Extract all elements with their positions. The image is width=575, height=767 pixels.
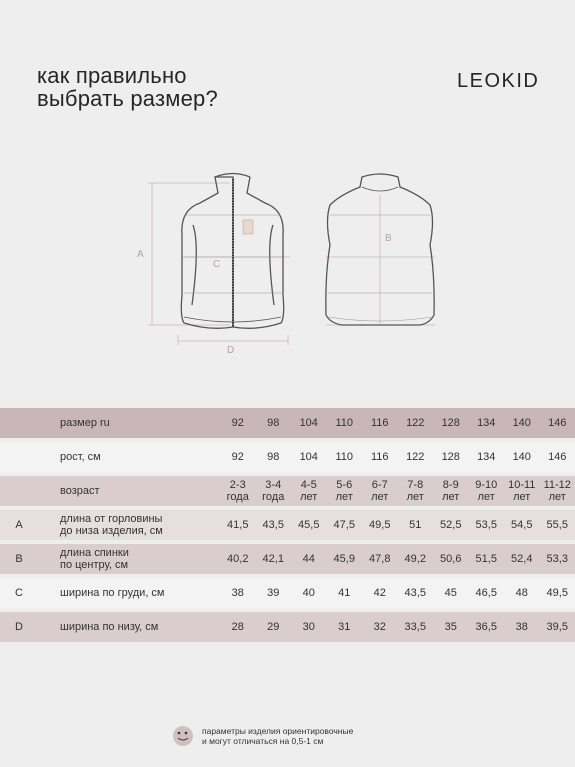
table-cell: 51 (398, 510, 434, 540)
table-cell: 110 (327, 408, 363, 438)
table-cell: 40,2 (220, 544, 256, 574)
table-cell: 92 (220, 442, 256, 472)
table-cell: 46,5 (469, 578, 505, 608)
smiley-icon (172, 725, 194, 747)
table-cell: 38 (504, 612, 540, 642)
row-label: ширина по низу, см (38, 612, 220, 642)
row-key (0, 476, 38, 506)
cell-line: лет (548, 491, 566, 503)
table-cell (469, 476, 505, 506)
table-cell: 140 (504, 442, 540, 472)
cell-line: года (262, 491, 285, 503)
table-cell: 52,4 (504, 544, 540, 574)
table-cell: 45,5 (291, 510, 327, 540)
dimension-label-c: C (213, 259, 221, 270)
table-cell: 55,5 (540, 510, 575, 540)
table-cell: 47,8 (362, 544, 398, 574)
row-label-line: до низа изделия, см (60, 525, 163, 537)
cell-line: лет (477, 491, 495, 503)
table-cell: 104 (291, 442, 327, 472)
table-cell (327, 476, 363, 506)
table-cell: 38 (220, 578, 256, 608)
table-row (0, 578, 575, 608)
note-line-2: и могут отличаться на 0,5-1 см (202, 736, 324, 746)
table-cell: 104 (291, 408, 327, 438)
cell-line: лет (300, 491, 318, 503)
cell-line: 3-4 (265, 479, 282, 491)
row-label: размер ru (38, 408, 220, 438)
cell-line: лет (335, 491, 353, 503)
table-cell: 134 (469, 408, 505, 438)
table-cell: 122 (398, 408, 434, 438)
cell-line: лет (371, 491, 389, 503)
cell-line: 2-3 (229, 479, 246, 491)
title-line-1: как правильно (37, 63, 187, 88)
table-cell: 33,5 (398, 612, 434, 642)
page-title (37, 64, 218, 110)
table-cell: 43,5 (256, 510, 292, 540)
cell-line: лет (406, 491, 424, 503)
note-line-1: параметры изделия ориентировочные (202, 726, 354, 736)
table-cell: 39 (256, 578, 292, 608)
table-cell (256, 476, 292, 506)
table-cell: 140 (504, 408, 540, 438)
row-key (0, 408, 38, 438)
cell-line: 6-7 (371, 479, 388, 491)
table-cell: 31 (327, 612, 363, 642)
table-cell: 92 (220, 408, 256, 438)
table-row (0, 510, 575, 540)
table-cell: 36,5 (469, 612, 505, 642)
table-cell (291, 476, 327, 506)
table-cell: 116 (362, 442, 398, 472)
table-cell: 146 (540, 408, 575, 438)
table-row (0, 612, 575, 642)
table-cell: 39,5 (540, 612, 575, 642)
table-cell (220, 476, 256, 506)
row-label: ширина по груди, см (38, 578, 220, 608)
row-label: возраст (38, 476, 220, 506)
table-cell: 50,6 (433, 544, 469, 574)
cell-line: 4-5 (300, 479, 317, 491)
vest-drawing (130, 165, 450, 365)
table-cell: 29 (256, 612, 292, 642)
cell-line: лет (442, 491, 460, 503)
table-cell: 42 (362, 578, 398, 608)
table-cell: 116 (362, 408, 398, 438)
table-cell: 98 (256, 408, 292, 438)
vest-diagram (130, 165, 450, 365)
table-cell: 134 (469, 442, 505, 472)
cell-line: года (226, 491, 249, 503)
disclaimer-note (172, 725, 353, 747)
table-cell: 41 (327, 578, 363, 608)
table-cell: 49,5 (540, 578, 575, 608)
table-cell: 128 (433, 442, 469, 472)
table-row (0, 442, 575, 472)
table-cell (504, 476, 540, 506)
row-label (38, 510, 220, 540)
brand-logo: LEOKID (457, 70, 540, 92)
table-row (0, 408, 575, 438)
row-label: рост, см (38, 442, 220, 472)
row-key: C (0, 578, 38, 608)
row-label-line: длина от горловины (60, 513, 163, 525)
cell-line: 10-11 (508, 479, 536, 491)
cell-line: 8-9 (442, 479, 459, 491)
row-label-line: длина спинки (60, 547, 129, 559)
table-cell (362, 476, 398, 506)
table-cell: 47,5 (327, 510, 363, 540)
table-cell: 43,5 (398, 578, 434, 608)
row-key (0, 442, 38, 472)
dimension-label-d: D (227, 345, 235, 356)
table-cell: 45 (433, 578, 469, 608)
dimension-label-a: A (137, 249, 144, 260)
cell-line: 7-8 (407, 479, 424, 491)
table-cell: 53,3 (540, 544, 575, 574)
row-label (38, 544, 220, 574)
table-cell: 51,5 (469, 544, 505, 574)
table-row (0, 544, 575, 574)
table-cell: 122 (398, 442, 434, 472)
table-cell: 54,5 (504, 510, 540, 540)
table-cell: 48 (504, 578, 540, 608)
title-line-2: выбрать размер? (37, 86, 218, 111)
table-cell: 28 (220, 612, 256, 642)
table-cell: 98 (256, 442, 292, 472)
table-cell (433, 476, 469, 506)
table-cell: 146 (540, 442, 575, 472)
cell-line: 9-10 (475, 479, 498, 491)
row-label-line: по центру, см (60, 559, 129, 571)
table-cell: 40 (291, 578, 327, 608)
table-cell: 42,1 (256, 544, 292, 574)
table-cell: 52,5 (433, 510, 469, 540)
table-cell: 128 (433, 408, 469, 438)
table-row (0, 476, 575, 506)
cell-line: 11-12 (543, 479, 571, 491)
dimension-label-b: B (385, 233, 392, 244)
table-cell (398, 476, 434, 506)
row-key: D (0, 612, 38, 642)
table-cell: 49,5 (362, 510, 398, 540)
cell-line: 5-6 (336, 479, 353, 491)
table-cell: 44 (291, 544, 327, 574)
size-table (0, 404, 575, 646)
table-cell: 53,5 (469, 510, 505, 540)
table-cell: 45,9 (327, 544, 363, 574)
table-cell: 110 (327, 442, 363, 472)
row-key: A (0, 510, 38, 540)
cell-line: лет (513, 491, 531, 503)
table-cell: 35 (433, 612, 469, 642)
table-cell: 30 (291, 612, 327, 642)
table-cell: 41,5 (220, 510, 256, 540)
table-cell: 32 (362, 612, 398, 642)
row-key: B (0, 544, 38, 574)
table-cell (540, 476, 575, 506)
table-cell: 49,2 (398, 544, 434, 574)
